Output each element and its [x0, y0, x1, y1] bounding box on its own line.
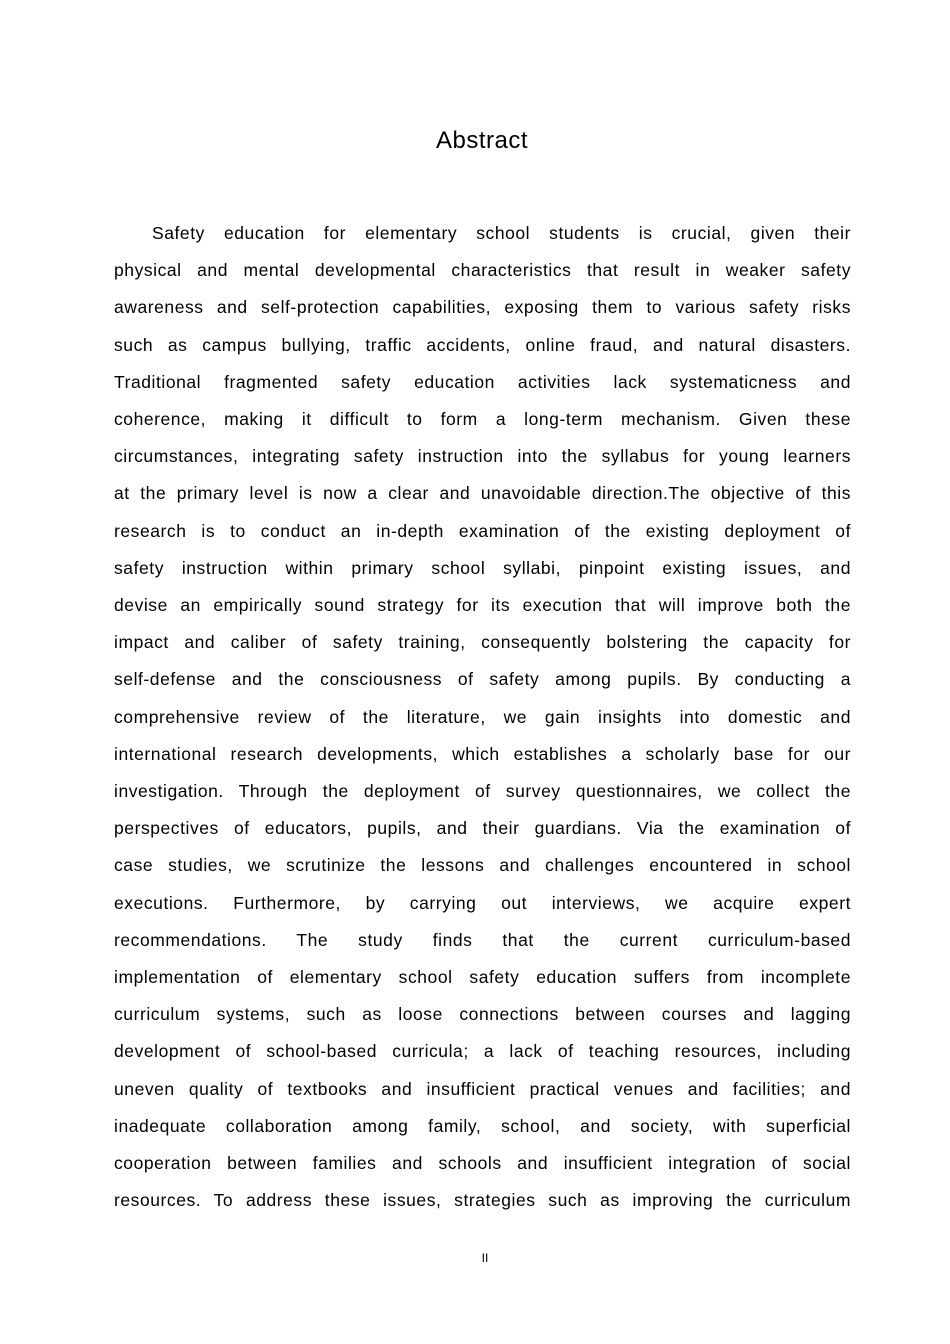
abstract-line: devise an empirically sound strategy for its execution that will improve both the [114, 595, 851, 616]
abstract-line: recommendations. The study finds that the current curriculum-based [114, 929, 851, 950]
abstract-line: Traditional fragmented safety education activities lack systematicness and [114, 371, 851, 392]
abstract-line: at the primary level is now a clear and unavoidable direction.The objective of this [114, 483, 851, 504]
abstract-line: coherence, making it difficult to form a long-term mechanism. Given these [114, 409, 851, 430]
abstract-line: physical and mental developmental characteristics that result in weaker safety [114, 260, 851, 281]
abstract-line: international research developments, which establishes a scholarly base for our [114, 743, 851, 764]
abstract-line: case studies, we scrutinize the lessons and challenges encountered in school [114, 855, 851, 876]
abstract-line: safety instruction within primary school syllabi, pinpoint existing issues, and [114, 557, 851, 578]
page-number: II [481, 1251, 489, 1265]
abstract-line: comprehensive review of the literature, we gain insights into domestic and [114, 706, 851, 727]
abstract-line: cooperation between families and schools and insufficient integration of social [114, 1153, 851, 1174]
abstract-body [114, 215, 851, 1219]
abstract-line: inadequate collaboration among family, school, and society, with superficial [114, 1115, 851, 1136]
abstract-line: uneven quality of textbooks and insufficient practical venues and facilities; and [114, 1078, 851, 1099]
abstract-line: investigation. Through the deployment of survey questionnaires, we collect the [114, 781, 851, 802]
abstract-line: curriculum systems, such as loose connections between courses and lagging [114, 1004, 851, 1025]
page-title: Abstract [435, 127, 529, 154]
abstract-line: circumstances, integrating safety instruction into the syllabus for young learners [114, 446, 851, 467]
abstract-line: impact and caliber of safety training, consequently bolstering the capacity for [114, 632, 851, 653]
abstract-line: such as campus bullying, traffic accidents, online fraud, and natural disasters. [114, 334, 851, 355]
abstract-line: awareness and self-protection capabilities, exposing them to various safety risks [114, 297, 851, 318]
abstract-line: self-defense and the consciousness of safety among pupils. By conducting a [114, 669, 851, 690]
abstract-line: executions. Furthermore, by carrying out interviews, we acquire expert [114, 892, 851, 913]
abstract-line: perspectives of educators, pupils, and their guardians. Via the examination of [114, 818, 851, 839]
abstract-line: Safety education for elementary school students is crucial, given their [152, 223, 851, 243]
abstract-line: research is to conduct an in-depth examination of the existing deployment of [114, 520, 851, 541]
abstract-line: resources. To address these issues, strategies such as improving the curriculum [114, 1190, 851, 1211]
abstract-line: implementation of elementary school safety education suffers from incomplete [114, 967, 851, 988]
abstract-line: development of school-based curricula; a lack of teaching resources, including [114, 1041, 851, 1062]
